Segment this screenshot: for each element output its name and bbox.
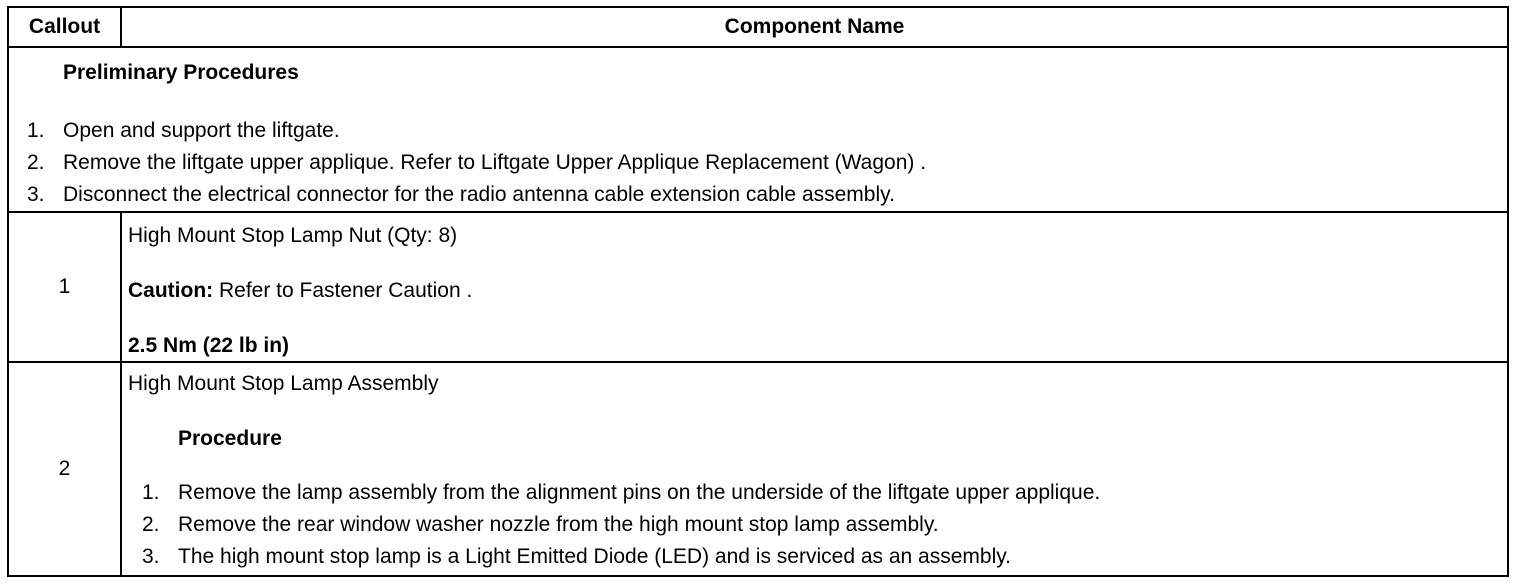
component-cell <box>121 362 1508 576</box>
step-text: The high mount stop lamp is a Light Emitted Diode (LED) and is serviced as an assembly. <box>178 545 1012 568</box>
component-name: High Mount Stop Lamp Assembly <box>128 372 439 395</box>
preliminary-step-3 <box>9 179 1507 211</box>
step-number: 3. <box>142 545 160 568</box>
step-number: 2. <box>27 151 45 174</box>
torque-value: 2.5 Nm (22 lb in) <box>128 334 290 357</box>
preliminary-row <box>8 47 1508 212</box>
component-cell <box>121 212 1508 362</box>
procedure-heading: Procedure <box>178 427 282 450</box>
step-number: 1. <box>142 481 160 504</box>
preliminary-step-1 <box>9 115 1507 147</box>
step-text: Remove the rear window washer nozzle from the high mount stop lamp assembly. <box>178 513 939 536</box>
callout-header: Callout <box>8 7 121 47</box>
step-text-pre: Remove the liftgate upper applique. Refer to <box>63 151 481 174</box>
preliminary-steps <box>9 115 1507 211</box>
preliminary-step-2 <box>9 147 1507 179</box>
caution-text-post: . <box>460 279 473 302</box>
step-number: 2. <box>142 513 160 536</box>
procedure-step-2 <box>128 509 1507 541</box>
caution-note <box>128 279 1507 303</box>
procedure-table <box>7 6 1509 577</box>
component-name: High Mount Stop Lamp Nut (Qty: 8) <box>128 224 458 247</box>
callout-number: 2 <box>8 362 121 576</box>
component-name-header: Component Name <box>121 7 1508 47</box>
procedure-steps <box>128 477 1507 573</box>
table-row <box>8 212 1508 362</box>
preliminary-heading: Preliminary Procedures <box>63 61 299 84</box>
step-text: Remove the lamp assembly from the alignment pins on the underside of the liftgate upper applique. <box>178 481 1101 504</box>
preliminary-cell <box>8 47 1508 212</box>
header-row <box>8 7 1508 47</box>
step-number: 1. <box>27 119 45 142</box>
table-row <box>8 362 1508 576</box>
step-number: 3. <box>27 183 45 206</box>
torque-spec <box>128 334 1507 358</box>
step-text: Open and support the liftgate. <box>63 119 340 142</box>
procedure-step-1 <box>128 477 1507 509</box>
callout-number: 1 <box>8 212 121 362</box>
caution-text-pre: Refer to <box>213 279 300 302</box>
step-text: Disconnect the electrical connector for the radio antenna cable extension cable assembly. <box>63 183 895 206</box>
step-text-post: . <box>914 151 927 174</box>
caution-label: Caution: <box>128 279 214 302</box>
fastener-caution-link[interactable]: Fastener Caution <box>299 279 461 302</box>
liftgate-applique-link[interactable]: Liftgate Upper Applique Replacement (Wagon) <box>480 151 915 174</box>
procedure-step-3 <box>128 541 1507 573</box>
